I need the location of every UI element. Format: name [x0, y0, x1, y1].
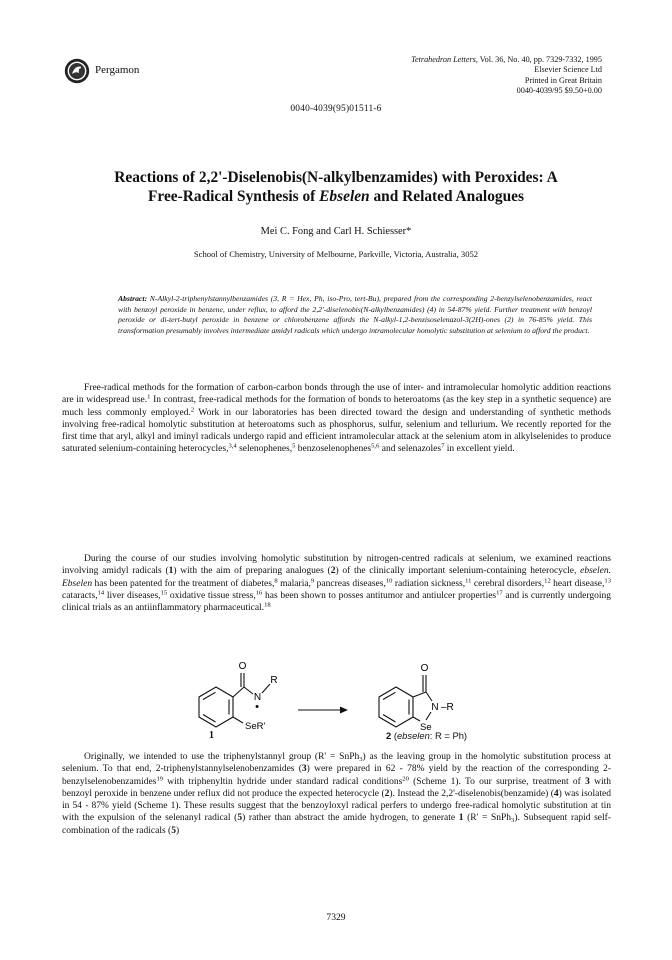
publisher-name: Pergamon	[95, 64, 140, 76]
compound-1-oxygen: O	[238, 661, 247, 672]
title-line-1: Reactions of 2,2'-Diselenobis(N-alkylbenzamides) with Peroxides: A	[114, 169, 558, 186]
journal-citation: Vol. 36, No. 40, pp. 7329-7332, 1995	[477, 55, 602, 64]
journal-name: Tetrahedron Letters,	[411, 55, 478, 64]
article-title	[60, 168, 612, 206]
compound-2-selenium: Se	[420, 722, 432, 733]
paragraph-3: Originally, we intended to use the triphenylstannyl group (R' = SnPh$_3$) as the leaving group in the homolytic substitution process at selenium. To that end, 2-triphenylstannylselenobenzamides (3) were prepared in 62 - 78% yield by the reaction of the corresponding 2-benzylselenobenzamides$^{19}$ with triphenyltin hydride under standard radical conditions$^{20}$ (Scheme 1). To our surprise, treatment of 3 with benzoyl peroxide in benzene under reflux did not produce the expected heterocycle (2). Instead the 2,2'-diselenobis(benzamide) (4) was isolated in 54 - 87% yield (Scheme 1). These results suggest that the benzoyloxyl radical perfers to undergo free-radical homolytic substitution at tin with the expulsion of the selenanyl radical (5) rather than abstract the amide hydrogen, to generate 1 (R' = SnPh$_3$). Subsequent rapid self-combination of the radicals (5)	[62, 752, 611, 836]
compound-1-r-group: R	[270, 675, 278, 686]
abstract	[118, 294, 592, 336]
compound-2-r-group: –R	[441, 702, 454, 713]
affiliation: School of Chemistry, University of Melbourne, Parkville, Victoria, Australia, 3052	[193, 249, 479, 259]
author-list: Mei C. Fong and Carl H. Schiesser*	[260, 226, 412, 237]
compound-1-selenium-group: SeR'	[245, 721, 266, 732]
reaction-arrowhead	[340, 707, 348, 714]
reaction-scheme-drawing	[180, 643, 510, 739]
title-line-2: Free-Radical Synthesis of Ebselen and Related Analogues	[148, 188, 524, 205]
pergamon-logo-icon	[64, 58, 90, 84]
compound-2-oxygen: O	[420, 663, 429, 674]
price-line: 0040-4039/95 $9.50+0.00	[516, 86, 602, 96]
copyright-line: Elsevier Science Ltd	[534, 65, 602, 75]
compound-1-radical-dot: •	[255, 701, 259, 713]
compound-1-label: 1	[209, 730, 214, 741]
page-number: 7329	[326, 912, 346, 923]
abstract-text: N-Alkyl-2-triphenylstannylbenzamides (3, R = Hex, Ph, iso-Pro, tert-Bu), prepared from the corresponding 2-benzylselenobenzamides, react with benzoyl peroxide in benzene, under reflux, to afford the 2,2'-diselenobis(N-alkylbenzamides) (4) in 54-87% yield. Further treatment with benzoyl peroxide or di-tert-butyl peroxide in benzene or chlorobenzene affords the N-alkyl-1,2-benzisoselenazol-3(2H)-ones (2) in 76-85% yield. This transformation presumably involves intermediate amidyl radicals which undergo intramolecular homolytic substitution at selenium to afford the product.	[118, 294, 592, 335]
title-ebselen: Ebselen	[319, 188, 370, 205]
compound-1-benzene-ring	[199, 687, 233, 727]
paragraph-1: Free-radical methods for the formation of carbon-carbon bonds through the use of inter- and intramolecular homolytic addition reactions are in widespread use.$^1$ In contrast, free-radical methods for the formation of bonds to heteroatoms (as the key step in a synthetic sequence) are much less commonly employed.$^2$ Work in our laboratories has been directed toward the design and understanding of synthetic methods involving free-radical homolytic substitution at heteroatoms such as phosphorus, sulfur, selenium and tellurium. We recently reported for the first time that aryl, alkyl and iminyl radicals undergo rapid and efficient intramolecular attack at the selenium atom in alkylselenides to produce saturated selenium-containing heterocycles,$^{3,4}$ selenophenes,$^5$ benzoselenophenes$^{5,6}$ and selenazoles$^7$ in excellent yield.	[62, 383, 612, 455]
abstract-label: Abstract:	[118, 294, 148, 303]
compound-2-label: 2 (ebselen: R = Ph)	[386, 730, 468, 741]
printed-line: Printed in Great Britain	[524, 75, 602, 85]
reaction-scheme	[180, 643, 510, 739]
paragraph-2: During the course of our studies involving homolytic substitution by nitrogen-centred radicals at selenium, we examined reactions involving amidyl radicals (1) with the aim of preparing analogues (2) of the clinically important selenium-containing heterocycle, ebselen. Ebselen has been patented for the treatment of diabetes,$^8$ malaria,$^9$ pancreas diseases,$^{10}$ radiation sickness,$^{11}$ cerebral disorders,$^{12}$ heart disease,$^{13}$ cataracts,$^{14}$ liver diseases,$^{15}$ oxidative tissue stress,$^{16}$ has been shown to posses antitumor and antiulcer properties$^{17}$ and is currently undergoing clinical trials as an antiinflammatory pharmaceutical.$^{18}$	[62, 554, 611, 613]
journal-info	[411, 55, 602, 97]
compound-2-benzene-ring	[379, 687, 413, 727]
compound-1-nitrogen: N	[253, 692, 262, 703]
doi-identifier: 0040-4039(95)01511-6	[290, 104, 382, 114]
compound-2-nitrogen: N	[431, 702, 439, 713]
